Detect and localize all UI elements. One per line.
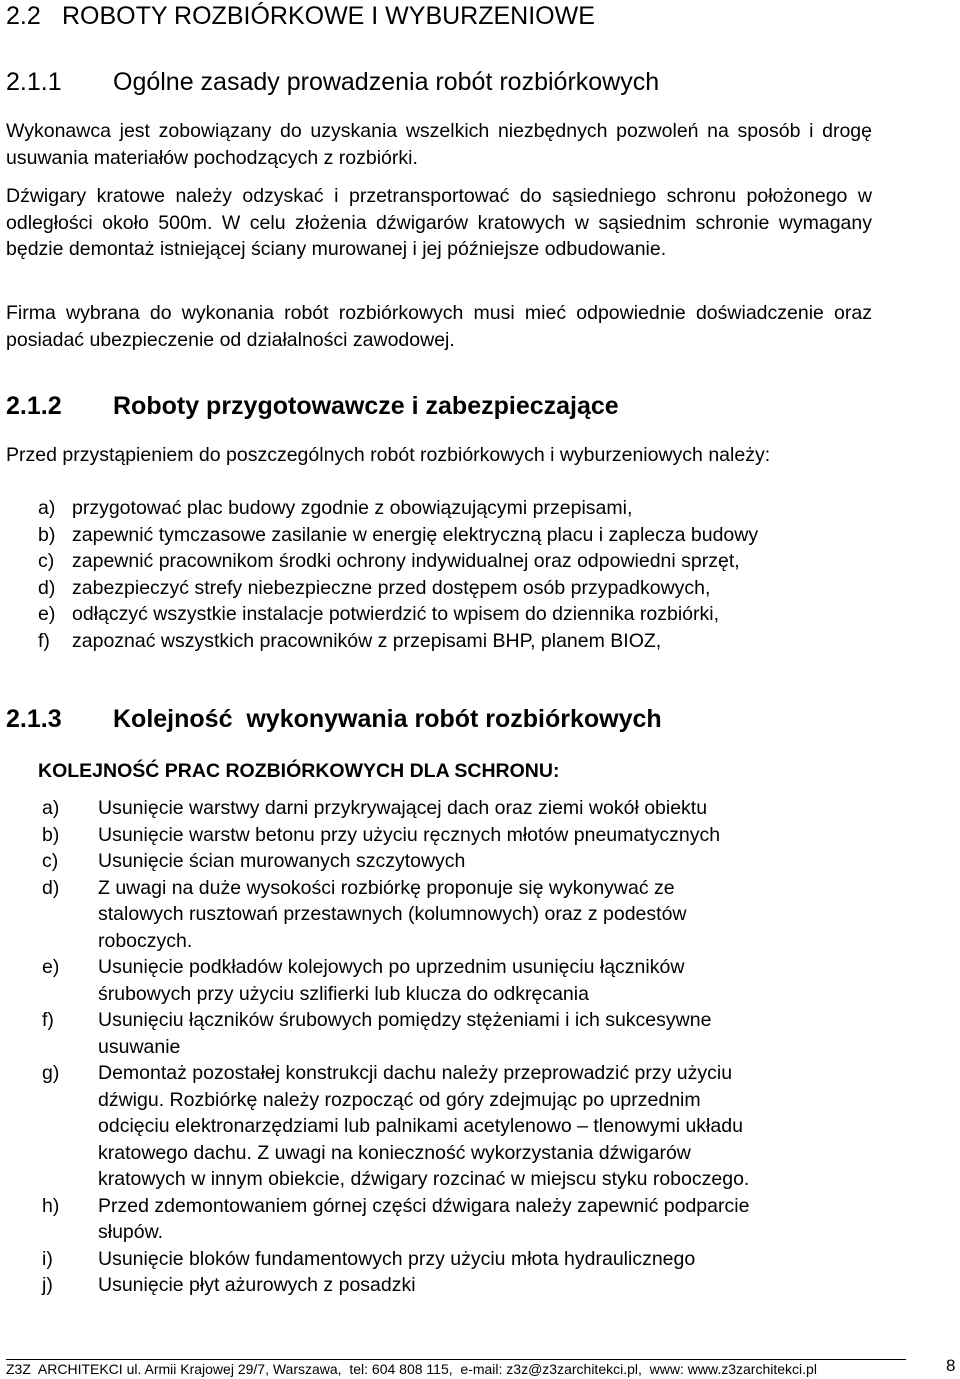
- caps-heading: KOLEJNOŚĆ PRAC ROZBIÓRKOWYCH DLA SCHRONU:: [38, 760, 560, 782]
- line: kratowego dachu. Z uwagi na konieczność wykorzystania dźwigarów: [98, 1141, 691, 1164]
- line: Z uwagi na duże wysokości rozbiórkę proponuje się wykonywać ze: [98, 876, 675, 899]
- subsection-heading-2: [6, 390, 619, 422]
- list-label: e): [42, 956, 60, 978]
- list-item: [42, 795, 872, 822]
- list-text: [98, 1272, 872, 1299]
- list-label: a): [42, 797, 60, 819]
- list-text: [98, 795, 872, 822]
- subsection-number: 2.1.2: [6, 392, 62, 420]
- list-label: c): [42, 850, 59, 872]
- line: stalowych rusztowań przestawnych (kolumnowych) oraz z podestów: [98, 903, 687, 925]
- line: kratowych w innym obiekcie, dźwigary rozcinać w miejscu styku roboczego.: [98, 1168, 750, 1190]
- list-item: [42, 1007, 872, 1060]
- list-text: [98, 848, 872, 875]
- line: roboczych.: [98, 929, 193, 952]
- list-label: f): [42, 1009, 54, 1031]
- list-text: zapoznać wszystkich pracowników z przepisami BHP, planem BIOZ,: [72, 629, 662, 652]
- paragraph: Firma wybrana do wykonania robót rozbiórkowych musi mieć odpowiednie doświadczenie oraz posiadać ubezpieczenie od działalności zawodowej.: [6, 302, 872, 351]
- list-item: [38, 548, 872, 575]
- list-label: e): [38, 603, 56, 626]
- line: Usunięcie bloków fundamentowych przy użyciu młota hydraulicznego: [98, 1247, 696, 1270]
- paragraph: Dźwigary kratowe należy odzyskać i przetransportować do sąsiedniego schronu położonego w odległości około 500m. W celu złożenia dźwigarów kratowych w sąsiednim schronie wymagany będzie demontaż istniejącej ściany murowanej i jej późniejsze odbudowanie.: [6, 185, 872, 261]
- list-text: zapewnić tymczasowe zasilanie w energię elektryczną placu i zaplecza budowy: [72, 523, 759, 546]
- list-item: [42, 1246, 872, 1273]
- subsection-heading-3: [6, 703, 662, 735]
- list-label: j): [42, 1274, 53, 1296]
- footer-details: ul. Armii Krajowej 29/7, Warszawa, tel: 604 808 115, e-mail: z3z@z3zarchitekci.pl, www: www.z3zarchitekci.pl: [122, 1361, 817, 1377]
- line: Usunięcie warstw betonu przy użyciu ręcznych młotów pneumatycznych: [98, 823, 721, 846]
- list-label: g): [42, 1062, 60, 1084]
- preparation-list: [38, 495, 872, 655]
- demolition-order-list: [42, 795, 872, 1299]
- list-label: c): [38, 550, 55, 573]
- list-label: b): [42, 823, 60, 846]
- line: Usunięcie podkładów kolejowych po uprzednim usunięciu łączników: [98, 956, 685, 978]
- subsection-title: Roboty przygotowawcze i zabezpieczające: [113, 392, 619, 420]
- list-item: [38, 601, 872, 628]
- line: Usunięcie płyt ażurowych z posadzki: [98, 1274, 416, 1296]
- subsection-heading-1: [6, 66, 659, 98]
- line: Przed zdemontowaniem górnej części dźwigara należy zapewnić podparcie: [98, 1194, 750, 1217]
- list-item: [38, 495, 872, 522]
- line: Usunięcie warstwy darni przykrywającej dach oraz ziemi wokół obiektu: [98, 797, 708, 819]
- line: dźwigu. Rozbiórkę należy rozpocząć od góry zdejmując po uprzednim: [98, 1088, 701, 1111]
- section-heading: [6, 0, 595, 32]
- list-text: [98, 1060, 872, 1193]
- line: Demontaż pozostałej konstrukcji dachu należy przeprowadzić przy użyciu: [98, 1062, 733, 1084]
- footer-company: Z3Z ARCHITEKCI: [6, 1361, 123, 1377]
- list-item: [42, 848, 872, 875]
- list-item: [38, 522, 872, 549]
- line: śrubowych przy użyciu szlifierki lub klucza do odkręcania: [98, 982, 589, 1005]
- section-title: ROBOTY ROZBIÓRKOWE I WYBURZENIOWE: [62, 2, 595, 30]
- list-label: d): [42, 876, 60, 899]
- page-number: 8: [946, 1356, 956, 1375]
- list-item: [38, 575, 872, 602]
- subsection-title: Ogólne zasady prowadzenia robót rozbiórkowych: [113, 68, 660, 96]
- list-item: [42, 1193, 872, 1246]
- subsection-number: 2.1.1: [6, 68, 62, 96]
- list-text: odłączyć wszystkie instalacje potwierdzić to wpisem do dziennika rozbiórki,: [72, 603, 720, 626]
- line: usuwanie: [98, 1035, 181, 1058]
- list-label: i): [42, 1247, 53, 1270]
- list-label: b): [38, 523, 56, 546]
- list-text: zapewnić pracownikom środki ochrony indywidualnej oraz odpowiedni sprzęt,: [72, 550, 740, 573]
- list-text: przygotować plac budowy zgodnie z obowiązującymi przepisami,: [72, 497, 633, 519]
- footer: [6, 1359, 817, 1379]
- list-label: f): [38, 629, 50, 652]
- line: Usunięciu łączników śrubowych pomiędzy stężeniami i ich sukcesywne: [98, 1009, 712, 1031]
- list-text: [98, 1007, 872, 1060]
- list-label: d): [38, 576, 56, 599]
- list-item: [38, 628, 872, 655]
- list-item: [42, 1060, 872, 1193]
- list-text: [98, 875, 872, 955]
- subsection-title: Kolejność wykonywania robót rozbiórkowych: [113, 705, 662, 733]
- list-item: [42, 1272, 872, 1299]
- line: słupów.: [98, 1221, 164, 1243]
- list-label: h): [42, 1194, 60, 1217]
- line: Usunięcie ścian murowanych szczytowych: [98, 850, 466, 872]
- list-item: [42, 822, 872, 849]
- list-text: [98, 1246, 872, 1273]
- subsection-number: 2.1.3: [6, 705, 62, 733]
- list-text: [98, 954, 872, 1007]
- list-label: a): [38, 497, 56, 519]
- intro-paragraph: Przed przystąpieniem do poszczególnych robót rozbiórkowych i wyburzeniowych należy:: [6, 444, 771, 466]
- paragraph: Wykonawca jest zobowiązany do uzyskania wszelkich niezbędnych pozwoleń na sposób i drogę usuwania materiałów pochodzących z rozbiórki.: [6, 120, 872, 169]
- list-text: [98, 1193, 872, 1246]
- list-text: zabezpieczyć strefy niebezpieczne przed dostępem osób przypadkowych,: [72, 576, 711, 599]
- list-item: [42, 875, 872, 955]
- list-item: [42, 954, 872, 1007]
- list-text: [98, 822, 872, 849]
- line: odcięciu elektronarzędziami lub palnikami acetylenowo – tlenowymi układu: [98, 1115, 743, 1137]
- section-number: 2.2: [6, 2, 41, 30]
